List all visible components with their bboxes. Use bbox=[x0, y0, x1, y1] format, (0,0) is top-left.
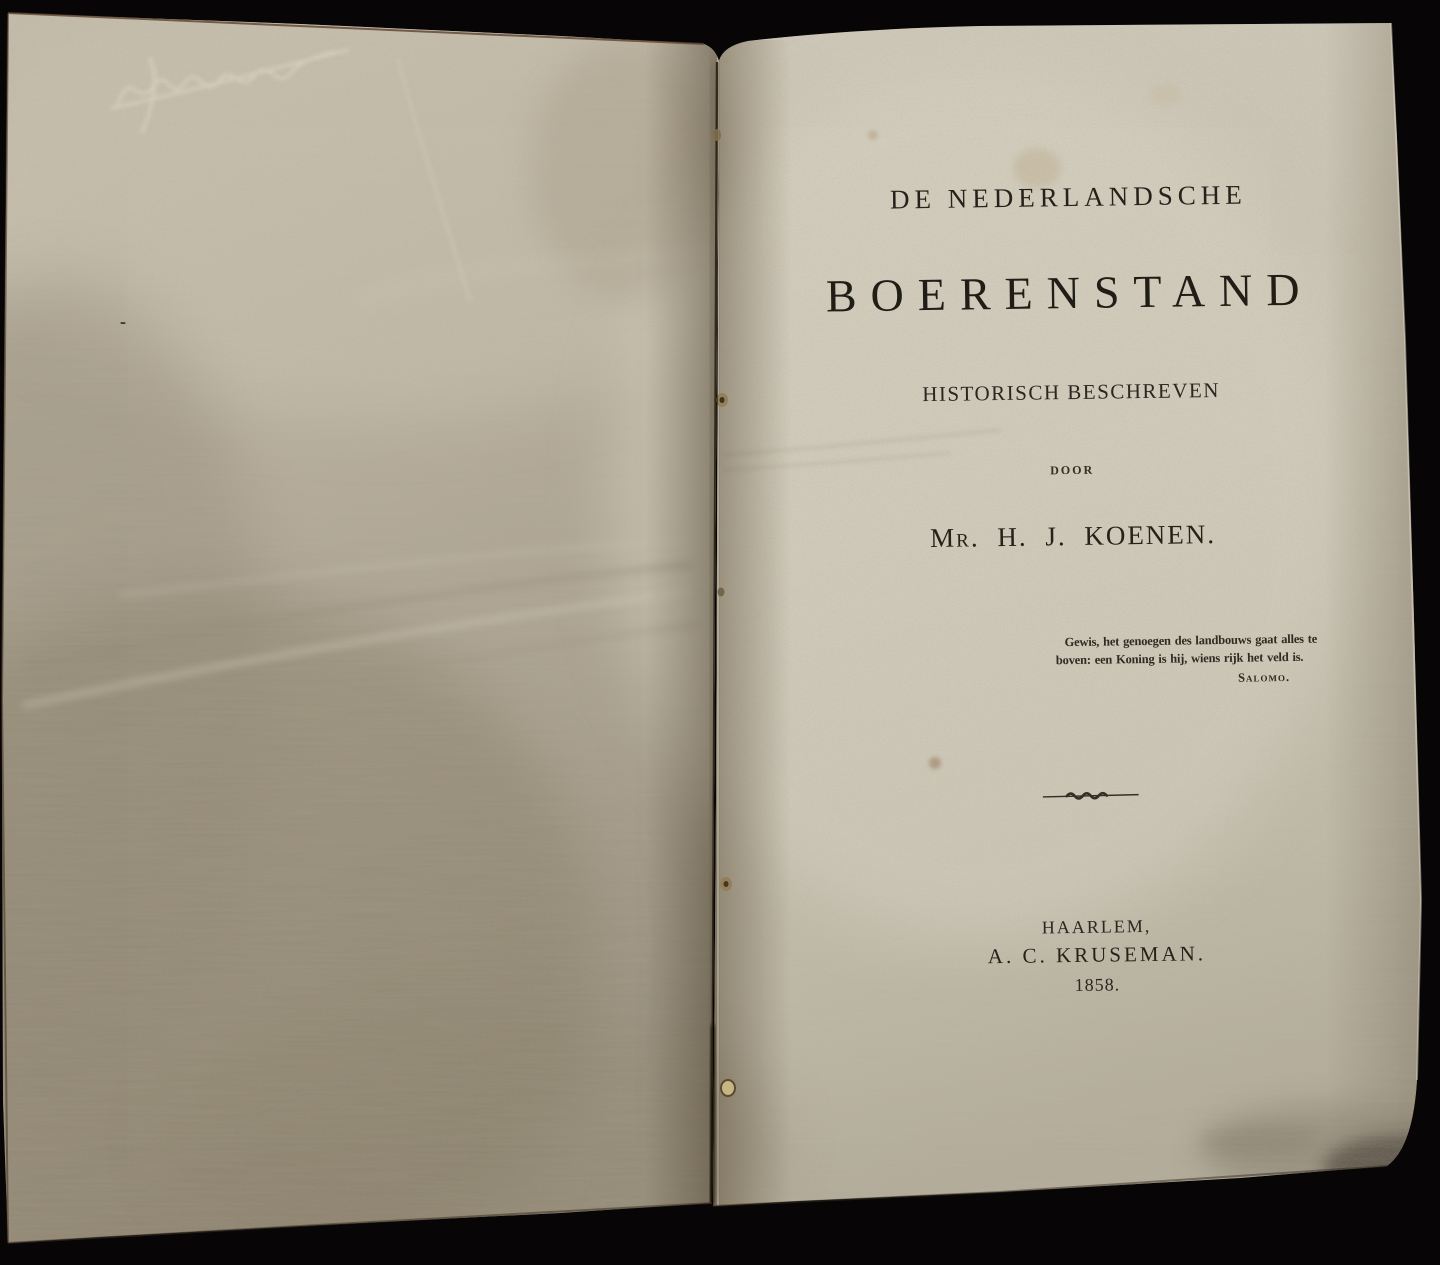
series-title: DE NEDERLANDSCHE bbox=[889, 179, 1247, 215]
author-name: Mr. H. J. KOENEN. bbox=[929, 519, 1217, 554]
main-title: BOERENSTAND bbox=[825, 263, 1314, 322]
epigraph bbox=[1055, 630, 1330, 689]
byline-label: DOOR bbox=[1050, 462, 1095, 478]
epigraph-line-2: boven: een Koning is hij, wiens rijk het veld is. bbox=[1055, 649, 1304, 667]
subtitle: HISTORISCH BESCHREVEN bbox=[922, 377, 1221, 407]
imprint-publisher: A. C. KRUSEMAN. bbox=[987, 941, 1207, 969]
epigraph-attribution: Salomo. bbox=[1237, 670, 1291, 685]
ornament-divider bbox=[1043, 788, 1139, 803]
left-page-dash-mark: - bbox=[119, 311, 127, 332]
imprint-city: HAARLEM, bbox=[1041, 915, 1152, 938]
epigraph-line-1: Gewis, het genoegen des landbouws gaat alles te bbox=[1064, 631, 1318, 650]
imprint-year: 1858. bbox=[1074, 974, 1121, 996]
